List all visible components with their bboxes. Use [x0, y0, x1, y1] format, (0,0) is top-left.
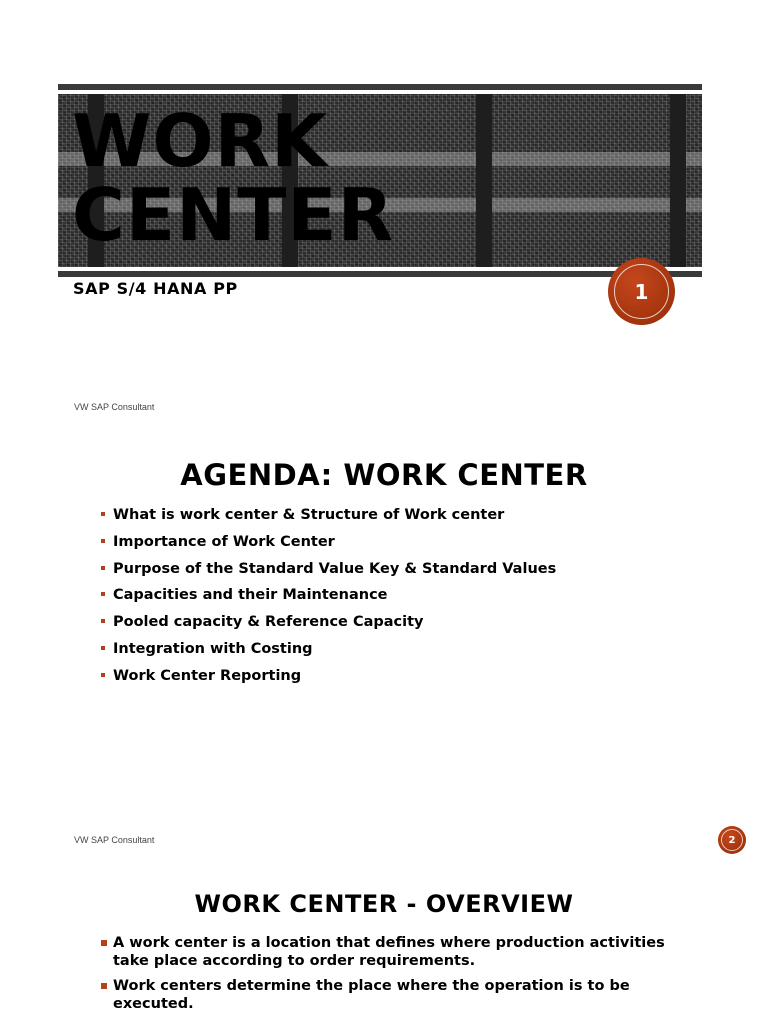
overview-title: WORK CENTER - OVERVIEW — [194, 890, 574, 918]
slide-footer: VW SAP Consultant — [74, 835, 155, 845]
list-item-text: Capacities and their Maintenance — [113, 587, 388, 604]
bullet-marker — [101, 940, 107, 946]
list-item — [113, 507, 556, 534]
slide-number: 2 — [728, 834, 736, 846]
list-item-text: Pooled capacity & Reference Capacity — [113, 614, 424, 631]
bullet-marker — [101, 539, 105, 543]
slide-footer: VW SAP Consultant — [74, 402, 155, 412]
bullet-marker — [101, 512, 105, 516]
list-item-text: Integration with Costing — [113, 640, 313, 657]
list-item-text: What is work center & Structure of Work center — [113, 507, 505, 523]
list-item — [113, 935, 673, 970]
badge-ring — [614, 264, 669, 319]
banner-bottom-rule — [58, 271, 702, 277]
agenda-slide — [0, 433, 768, 865]
bullet-marker — [101, 673, 105, 677]
list-item — [113, 978, 673, 1013]
list-item — [113, 534, 556, 561]
list-item-text: A work center is a location that defines where production activities take place according to order requirements. — [113, 935, 665, 969]
bullet-marker — [101, 592, 105, 596]
overview-list — [113, 935, 673, 1013]
list-item — [113, 614, 556, 641]
bullet-marker — [101, 566, 105, 570]
slide-number-badge — [608, 258, 675, 325]
slide-number-badge — [718, 826, 746, 854]
badge-ring — [721, 829, 743, 851]
slide-number: 1 — [634, 279, 649, 304]
bullet-marker — [101, 983, 107, 989]
bullet-marker — [101, 646, 105, 650]
banner-top-rule — [58, 84, 702, 90]
title-slide — [0, 0, 768, 433]
list-item-text: Work centers determine the place where the operation is to be executed. — [113, 978, 630, 1012]
presentation-subtitle: SAP S/4 HANA PP — [73, 279, 238, 298]
list-item-text: Importance of Work Center — [113, 533, 335, 550]
overview-slide — [0, 865, 768, 1024]
agenda-title: AGENDA: WORK CENTER — [180, 458, 588, 492]
list-item — [113, 641, 556, 668]
list-item-text: Work Center Reporting — [113, 667, 302, 684]
list-item — [113, 587, 556, 614]
list-item — [113, 561, 556, 588]
list-item — [113, 668, 556, 695]
bullet-marker — [101, 619, 105, 623]
presentation-title: WORK CENTER — [72, 99, 395, 257]
list-item-text: Purpose of the Standard Value Key & Standard Values — [113, 560, 557, 577]
agenda-list — [113, 507, 556, 695]
